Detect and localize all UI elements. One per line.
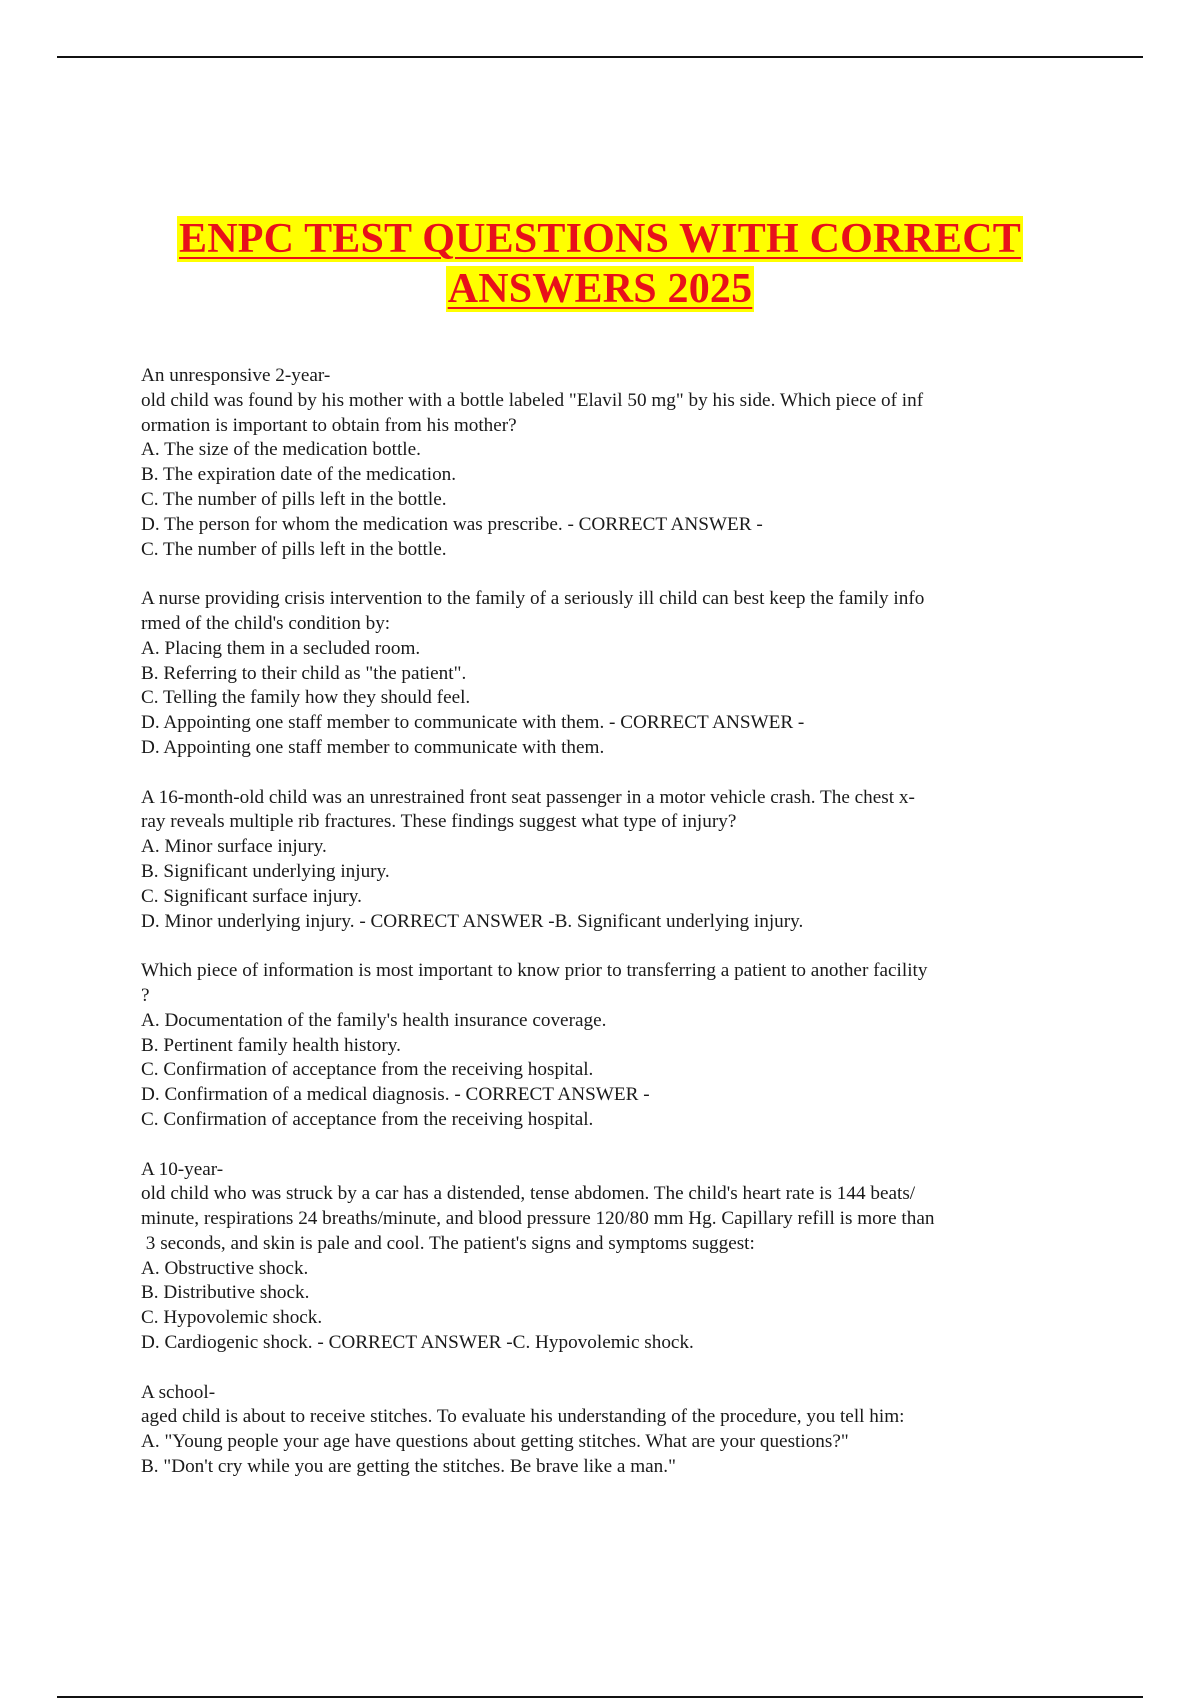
question-line: ? <box>141 984 150 1006</box>
question-line: B. Distributive shock. <box>141 1282 310 1304</box>
question-line: A. The size of the medication bottle. <box>141 439 421 461</box>
question-line: A. "Young people your age have questions about getting stitches. What are your questions?" <box>141 1431 849 1453</box>
question-line: minute, respirations 24 breaths/minute, and blood pressure 120/80 mm Hg. Capillary refill is more than <box>141 1208 935 1230</box>
question-line: old child was found by his mother with a bottle labeled "Elavil 50 mg" by his side. Which piece of inf <box>141 389 924 411</box>
question-line: rmed of the child's condition by: <box>141 612 391 634</box>
question-line: A. Obstructive shock. <box>141 1257 309 1279</box>
question-line: aged child is about to receive stitches. To evaluate his understanding of the procedure, you tell him: <box>141 1406 905 1428</box>
question-line: D. Appointing one staff member to communicate with them. - CORRECT ANSWER - <box>141 712 805 734</box>
question-block <box>141 364 1061 562</box>
title-line-1-text: ENPC TEST QUESTIONS WITH CORRECT <box>179 216 1021 262</box>
question-block <box>141 959 1061 1133</box>
question-block <box>141 1381 1061 1480</box>
question-line: A. Documentation of the family's health insurance coverage. <box>141 1009 607 1031</box>
question-line: B. Pertinent family health history. <box>141 1034 401 1056</box>
question-line: B. "Don't cry while you are getting the stitches. Be brave like a man." <box>141 1456 676 1478</box>
question-line: D. Appointing one staff member to communicate with them. <box>141 736 605 758</box>
question-line: 3 seconds, and skin is pale and cool. The patient's signs and symptoms suggest: <box>141 1232 755 1254</box>
title-line-2 <box>0 264 1200 314</box>
question-line: C. Confirmation of acceptance from the receiving hospital. <box>141 1059 594 1081</box>
question-line: Which piece of information is most important to know prior to transferring a patient to another facility <box>141 960 928 982</box>
top-rule <box>57 56 1143 58</box>
question-line: B. Significant underlying injury. <box>141 860 390 882</box>
question-line: A. Placing them in a secluded room. <box>141 637 421 659</box>
question-line: An unresponsive 2-year- <box>141 365 331 386</box>
document-title <box>0 214 1200 314</box>
question-line: A 16-month-old child was an unrestrained front seat passenger in a motor vehicle crash. The chest x- <box>141 786 915 808</box>
question-block <box>141 1158 1061 1356</box>
title-line-1 <box>0 214 1200 264</box>
question-line: C. Confirmation of acceptance from the receiving hospital. <box>141 1108 594 1130</box>
question-block <box>141 786 1061 935</box>
question-line: D. Minor underlying injury. - CORRECT ANSWER -B. Significant underlying injury. <box>141 910 804 932</box>
question-line: C. The number of pills left in the bottle. <box>141 488 447 510</box>
question-line: A 10-year- <box>141 1158 224 1180</box>
question-line: C. Telling the family how they should feel. <box>141 687 471 709</box>
question-line: A school- <box>141 1381 216 1403</box>
bottom-rule <box>57 1696 1143 1698</box>
question-line: D. Cardiogenic shock. - CORRECT ANSWER -C. Hypovolemic shock. <box>141 1332 694 1354</box>
title-line-2-text: ANSWERS 2025 <box>447 266 753 312</box>
question-list <box>141 364 1061 1505</box>
question-line: ormation is important to obtain from his mother? <box>141 414 517 436</box>
question-line: A nurse providing crisis intervention to the family of a seriously ill child can best keep the family info <box>141 588 925 610</box>
question-line: D. Confirmation of a medical diagnosis. - CORRECT ANSWER - <box>141 1084 650 1106</box>
question-block <box>141 587 1061 761</box>
question-line: old child who was struck by a car has a distended, tense abdomen. The child's heart rate is 144 beats/ <box>141 1183 916 1205</box>
question-line: D. The person for whom the medication was prescribe. - CORRECT ANSWER - <box>141 513 763 535</box>
question-line: ray reveals multiple rib fractures. These findings suggest what type of injury? <box>141 811 737 833</box>
question-line: B. Referring to their child as "the patient". <box>141 662 467 684</box>
question-line: C. Hypovolemic shock. <box>141 1307 323 1329</box>
question-line: B. The expiration date of the medication. <box>141 464 457 486</box>
question-line: A. Minor surface injury. <box>141 836 327 858</box>
question-line: C. The number of pills left in the bottle. <box>141 538 447 560</box>
question-line: C. Significant surface injury. <box>141 885 362 907</box>
